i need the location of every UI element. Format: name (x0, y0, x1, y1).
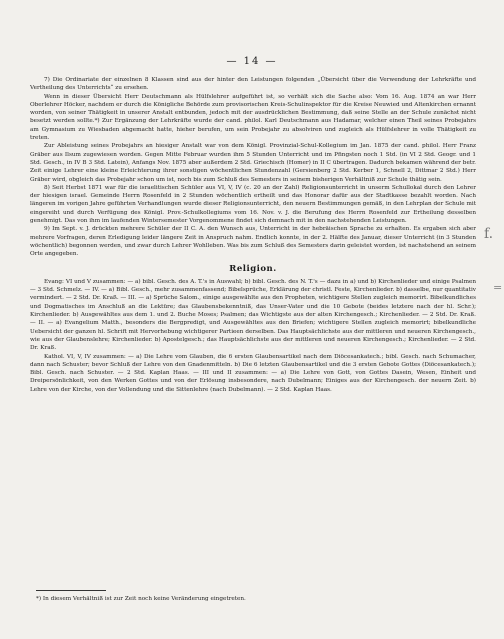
paragraph-israelitische-schueler: 8) Seit Herbst 1871 war für die israelitischen Schüler aus VI, V, IV (c. 20 an der Zahl) Religionsunterricht in unserm Schullokal durch den Lehrer der hiesigen israel. Gemeinde Herrn Rosenfeld in 2 Stunden wöchentlich ertheilt und das Honorar dafür aus der Stadtkasse bezahlt worden. Nach längeren im vorigen Jahre geführten Verhandlungen wurde dieser Religionsunterricht, den neuern Bestimmungen gemäß, in den Lehrplan der Schule mit eingereiht und durch Verfügung des Königl. Prov.-Schulkollegiums vom 16. Nov. v. J. die Berufung des Herrn Rosenfeld zur Ertheilung desselben genehmigt. Das von ihm im laufenden Wintersemester Vorgenommene findet sich demnach mit in den nachstehenden Leistungen. (30, 184, 476, 225)
margin-annotation: f. (484, 226, 494, 242)
paragraph-hebraeisch: 9) Im Sept. v. J. drückten mehrere Schüler der II C. A. den Wunsch aus, Unterricht in der hebräischen Sprache zu erhalten. Es ergaben sich aber mehrere Vorfragen, deren Erledigung leider längere Zeit in Anspruch nahm. Endlich konnte, in der 2. Hälfte des Januar, dieser Unterricht (in 3 Stunden wöchentlich) begonnen werden, und zwar durch Lehrer Wohlleben. Was bis zum Schluß des Semesters darin geleistet worden, ist nachstehend an seinem Orte angegeben. (30, 226, 476, 258)
paragraph-ordinariate: 7) Die Ordinariate der einzelnen 8 Klassen sind aus der hinter den Leistungen folgenden „Übersicht über die Verwendung der Lehrkräfte und Vertheilung des Unterrichts“ zu ersehen. (30, 77, 476, 92)
page-number: — 14 — (226, 56, 278, 67)
paragraph-evangelisch: Evang: VI und V zusammen: — a) bibl. Gesch. des A. T.'s in Auswahl; b) bibl. Gesch. des N. T.'s — dazu in a) und b) Kirchenlieder und einige Psalmen — 3 Std. Schmelz. — IV. — a) Bibl. Gesch., mehr zusammenfassend; Bibelsprüche, Erklärung der christl. Feste, Kirchenlieder. b) dasselbe, nur quantitativ vermindert. — 2 Std. Dr. Kraß. — III. — a) Sprüche Salom., einige ausgewählte aus den Propheten, wichtigere Stellen zugleich memorirt. Bibelkundliches und Dogmatisches im Anschluß an die Lektüre; das Glaubensbekenntniß, das Unser-Vater und die 10 Gebote (beides letztere nach der hl. Schr.); Kirchenlieder. b) Ausgewähltes aus dem 1. und 2. Buche Moses; Psalmen; das Wichtigste aus der alten Kirchengesch.; Kirchenlieder. — 2 Std. Dr. Kraß. — II. — a) Evangelium Matth., besonders die Bergpredigt, und Ausgewähltes aus den Briefen; wichtigere Stellen zugleich memorirt; bibelkundliche Uebersicht der ganzen hl. Schrift mit Hervorhebung wichtigerer Partieen derselben. Das Hauptsächlichste aus der mittleren und neueren Kirchengesch., wie aus der Glaubenslehre; Kirchenlieder. b) Apostelgesch.; das Hauptsächlichste aus der mittleren und neueren Kirchengesch.; Kirchenlieder. — 2 Std. Dr. Kraß. (30, 278, 476, 352)
paragraph-probejahr: Zur Ableistung seines Probejahrs an hiesiger Anstalt war von dem Königl. Provinzial-Schul-Kollegium im Jan. 1875 der cand. philol. Herr Franz Gräber aus Ilsum zugewiesen worden. Gegen Mitte Februar wurden ihm 5 Stunden Unterricht und im Pfingsten noch 1 Std. (in VI 2 Std. Geogr. und 1 Std. Gesch., in IV B 3 Std. Latein), Anfangs Nov. 1875 aber außerdem 2 Std. Griechisch (Homer) in II C übertragen. Dadurch bekamen während der betr. Zeit einige Lehrer eine kleine Erleichterung ihrer sonstigen wöchentlichen Stundenzahl (Gersienberg 2 Std. Kerber 1, Schnell 2, Dittmar 2 Std.) Herr Gräber wird, obgleich das Probejahr schon um ist, noch bis zum Schluß des Semesters in seinem bisherigen Verhältniß zur Schule thätig sein. (30, 143, 476, 183)
margin-annotation-dash: = (493, 281, 503, 294)
section-heading-religion: Religion. (229, 263, 277, 274)
paragraph-katholisch: Kathol. VI, V, IV zusammen: — a) Die Lehre vom Glauben, die 6 ersten Glaubensartikel nach dem Diöcesankatech.; bibl. Gesch. nach Schumacher, dann nach Schuster; bevor Schluß der Lehre von den Gnadenmitteln. b) Die 6 letzten Glaubensartikel und die 3 ersten Gebote Gottes (Diöcesankatech.); Bibl. Gesch. nach Schuster. — 2 Std. Kaplan Haas. — III und II zusammen: — a) Die Lehre von Gott, von Gottes Dasein, Wesen, Einheit und Dreipersönlichkeit, von den Werken Gottes und von der Erlösung insbesondere, nach Dubelmann; Einiges aus der Kirchengesch. der neuern Zeit. b) Lehre von der Kirche, von der Vollendung und die Sittenlehre (nach Dubelmann). — 2 Std. Kaplan Haas. (30, 353, 476, 393)
body-text (30, 76, 476, 394)
footnote-divider (36, 590, 106, 591)
paragraph-deutschmann: Wenn in dieser Übersicht Herr Deutschmann als Hülfslehrer aufgeführt ist, so verhält sich die Sache also: Vom 16. Aug. 1874 an war Herr Oberlehrer Höcker, nachdem er durch die Königliche Behörde zum provisorischen Kreis-Schulinspektor für die Kreise Neuwied und Altenkirchen ernannt worden, von seiner Thätigkeit in unserer Anstalt entbunden, jedoch mit der ausdrücklichen Bestimmung, daß seine Stelle an der Schule zunächst nicht besetzt werden sollte.*) Zur Ergänzung der Lehrkräfte wurde der cand. philol. Karl Deutschmann aus Hadamar, welcher einen Theil seines Probejahrs am Gymnasium zu Wiesbaden abgemacht hatte, hieher berufen, um sein Probejahr zu absolviren und zugleich als Hülfslehrer in volle Thätigkeit zu treten. (30, 93, 476, 142)
footnote: *) In diesem Verhältniß ist zur Zeit noch keine Veränderung eingetreten. (36, 596, 246, 602)
